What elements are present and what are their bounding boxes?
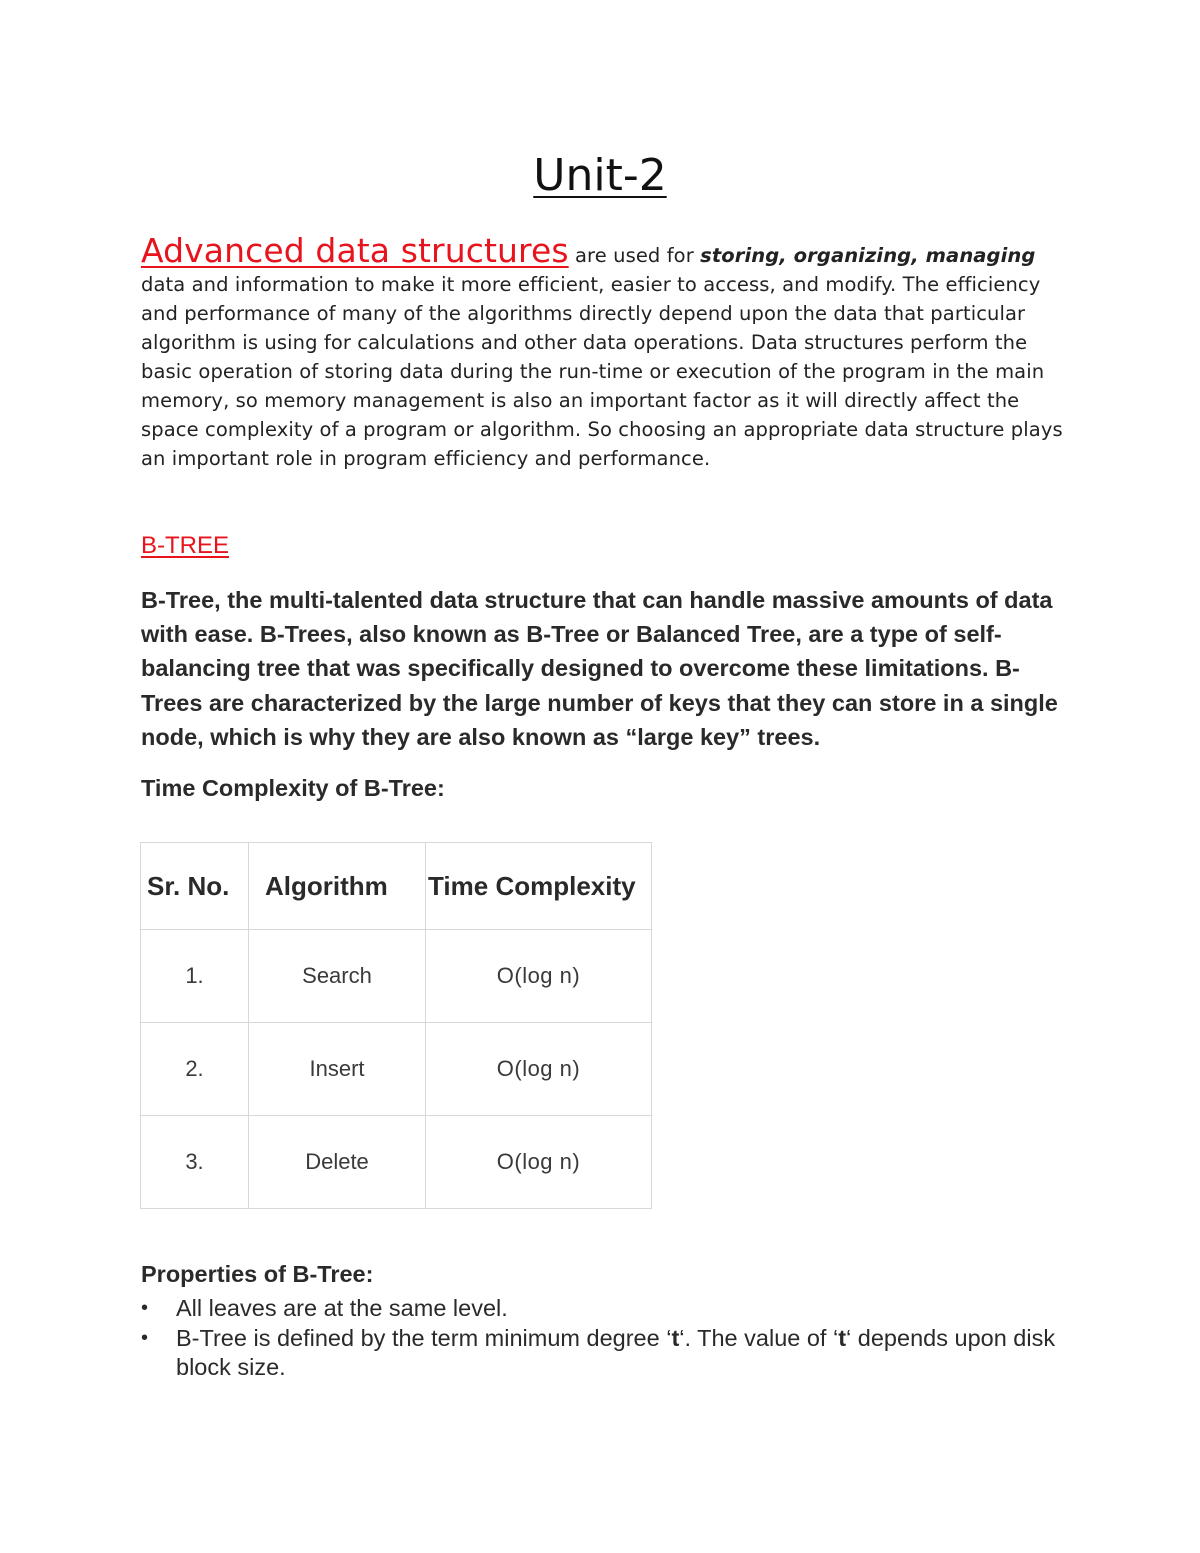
intro-lead-heading: Advanced data structures xyxy=(141,231,569,270)
table-header-cell: Algorithm xyxy=(249,843,426,930)
intro-paragraph xyxy=(141,231,1071,473)
time-complexity-table xyxy=(140,842,652,1209)
page-title: Unit-2 xyxy=(533,150,667,201)
intro-text-1: are used for xyxy=(568,244,701,267)
table-cell: Delete xyxy=(249,1116,426,1209)
properties-list xyxy=(141,1294,1061,1383)
table-cell: Search xyxy=(249,930,426,1023)
table-cell: Insert xyxy=(249,1023,426,1116)
list-item-term: t xyxy=(671,1325,680,1351)
table-row xyxy=(141,1116,652,1209)
list-item-text: B-Tree is defined by the term minimum degree ‘ xyxy=(176,1325,672,1351)
table-row xyxy=(141,930,652,1023)
table-cell: O(log n) xyxy=(426,1116,652,1209)
list-item-text: ‘ depends upon disk block size. xyxy=(176,1325,1056,1380)
btree-heading: B-TREE xyxy=(141,532,230,559)
table-cell: 3. xyxy=(141,1116,249,1209)
table-row xyxy=(141,1023,652,1116)
list-item-term: t xyxy=(838,1325,847,1351)
table-header-row xyxy=(141,843,652,930)
table-cell: 2. xyxy=(141,1023,249,1116)
time-complexity-heading: Time Complexity of B-Tree: xyxy=(141,775,445,801)
table-cell: 1. xyxy=(141,930,249,1023)
list-item xyxy=(141,1324,1061,1382)
intro-emphasis: storing, organizing, managing xyxy=(700,244,1036,267)
intro-text-2: data and information to make it more efficient, easier to access, and modify. The efficiency and performance of many of the algorithms directly depend upon the data that particular algorithm is using for calculations and other data operations. Data structures perform the basic operation of storing data during the run-time or execution of the program in the main memory, so memory management is also an important factor as it will directly affect the space complexity of a program or algorithm. So choosing an appropriate data structure plays an important role in program efficiency and performance. xyxy=(141,273,1063,470)
table-cell: O(log n) xyxy=(426,930,652,1023)
properties-heading: Properties of B-Tree: xyxy=(141,1261,374,1287)
bullet-icon: • xyxy=(141,1327,149,1349)
table-cell: O(log n) xyxy=(426,1023,652,1116)
list-item-text: All leaves are at the same level. xyxy=(176,1295,508,1321)
btree-paragraph: B-Tree, the multi-talented data structure that can handle massive amounts of data with ease. B-Trees, also known as B-Tree or Balanced Tree, are a type of self-balancing tree that was specifically designed to overcome these limitations. B-Trees are characterized by the large number of keys that they can store in a single node, which is why they are also known as “large key” trees. xyxy=(141,587,1058,750)
bullet-icon: • xyxy=(141,1297,149,1319)
list-item-text: ‘. The value of ‘ xyxy=(679,1325,839,1351)
table-header-cell: Sr. No. xyxy=(141,843,249,930)
table-header-cell: Time Complexity xyxy=(426,843,652,930)
list-item xyxy=(141,1294,1061,1323)
